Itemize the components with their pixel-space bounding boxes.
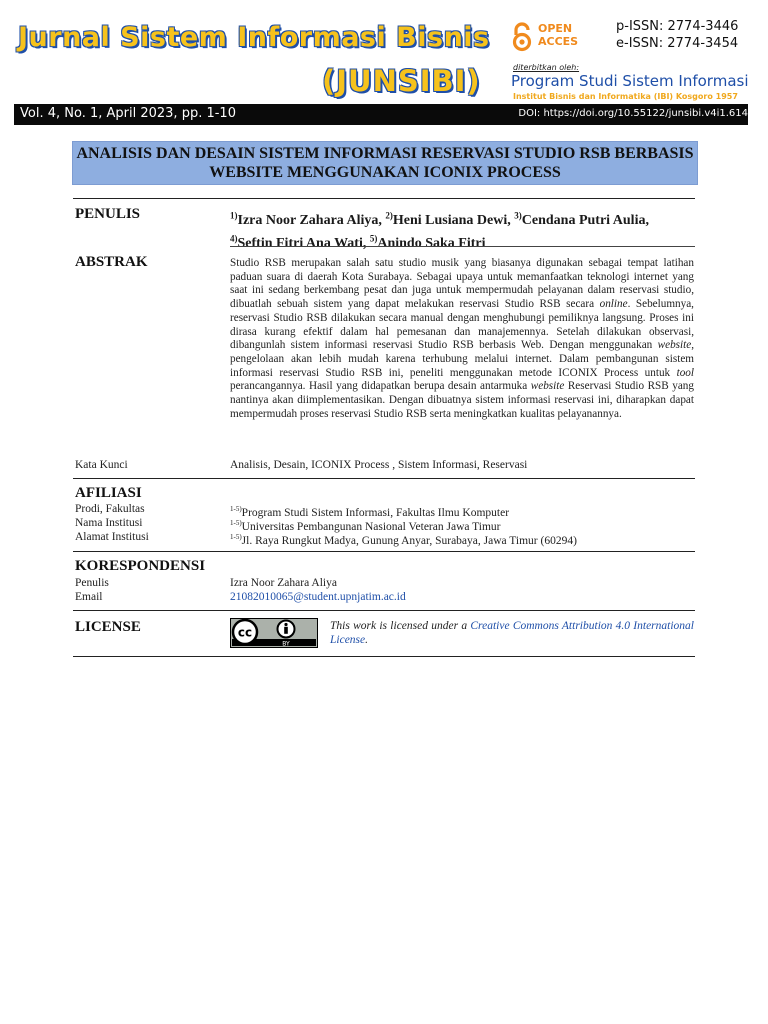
license-heading: LICENSE xyxy=(75,619,141,635)
penulis-heading: PENULIS xyxy=(75,206,141,222)
cc-by-badge[interactable] xyxy=(230,618,318,648)
article-title: ANALISIS DAN DESAIN SISTEM INFORMASI RESERVASI STUDIO RSB BERBASIS WEBSITE MENGGUNAKAN ICONIX PROCESS xyxy=(76,145,694,181)
affiliation-value: $^{1-5)}$Universitas Pembangunan Nasional Veteran Jawa Timur xyxy=(230,519,501,533)
affiliation-value: $^{1-5)}$Jl. Raya Rungkut Madya, Gunung Anyar, Surabaya, Jawa Timur (60294) xyxy=(230,533,577,547)
correspondence-label: Penulis xyxy=(75,577,109,589)
issn-block xyxy=(616,18,738,52)
email-link[interactable]: 21082010065@student.upnjatim.ac.id xyxy=(230,591,406,603)
cc-icon: cc xyxy=(237,625,253,640)
open-access-line2: ACCES xyxy=(538,35,579,48)
published-by-label: diterbitkan oleh: xyxy=(513,63,580,72)
affiliation-value: $^{1-5)}$Program Studi Sistem Informasi, Fakultas Ilmu Komputer xyxy=(230,505,510,519)
abstract-text: Studio RSB merupakan salah satu studio musik yang biasanya digunakan sebagai tempat latihan paduan suara di daerah Kota Surabaya. Sebagai upaya untuk memanfaatkan teknologi internet yang saat ini sedang berkembang pesat dan juga untuk mempermudah pelayanan dalam reservasi studio, dibuatlah sebuah sistem yang dapat melakukan reservasi Studio RSB secara online. Sebelumnya, reservasi Studio RSB dilakukan secara manual dengan menghubungi pemiliknya langsung. Proses ini dirasa kurang efektif dalam hal pemesanan dan manajemennya. Setelah dilakukan observasi, dibangunlah sistem informasi reservasi Studio RSB berbasis Web. Dengan menggunakan website, pengelolaan akan lebih mudah karena terhubung melalui internet. Dalam pembangunan sistem informasi reservasi Studio RSB ini, peneliti menggunakan metode ICONIX Process untuk tool perancangannya. Hasil yang didapatkan berupa desain antarmuka website Reservasi Studio RSB yang nantinya akan diimplementasikan. Dengan dibuatnya sistem informasi reservasi ini, diharapkan dapat mempermudah proses reservasi Studio RSB serta meningkatkan kualitas pelayanannya. xyxy=(230,257,694,420)
author: $^{3)}$Cendana Putri Aulia, xyxy=(514,210,649,228)
doi-link[interactable]: DOI: https://doi.org/10.55122/junsibi.v4i1.614 xyxy=(518,108,748,119)
publisher-institution: Institut Bisnis dan Informatika (IBI) Kosgoro 1957 xyxy=(513,92,738,101)
divider xyxy=(73,610,695,611)
e-issn: e-ISSN: 2774-3454 xyxy=(616,36,739,51)
license-link[interactable]: Creative Commons Attribution 4.0 International License xyxy=(330,620,694,646)
author: $^{4)}$Seftin Fitri Ana Wati, xyxy=(230,233,367,252)
by-label: BY xyxy=(282,640,290,648)
divider xyxy=(230,246,695,247)
divider xyxy=(73,551,695,552)
abstrak-heading: ABSTRAK xyxy=(75,254,148,270)
correspondence-label: Email xyxy=(75,591,103,603)
divider xyxy=(73,656,695,657)
author: $^{2)}$Heni Lusiana Dewi, xyxy=(385,210,511,228)
article-title-box xyxy=(72,141,698,185)
publisher-name: Program Studi Sistem Informasi xyxy=(511,72,749,90)
affiliation-label: Alamat Institusi xyxy=(75,531,149,543)
author: $^{1)}$Izra Noor Zahara Aliya, xyxy=(230,210,382,228)
open-access-label xyxy=(538,22,578,48)
license-text: This work is licensed under a Creative Commons Attribution 4.0 International License. xyxy=(330,620,694,646)
correspondence-author: Izra Noor Zahara Aliya xyxy=(230,577,337,589)
p-issn: p-ISSN: 2774-3446 xyxy=(616,19,739,34)
divider xyxy=(73,198,695,199)
korespondensi-heading: KORESPONDENSI xyxy=(75,558,206,574)
author: $^{5)}$Anindo Saka Fitri xyxy=(369,233,486,252)
afiliasi-heading: AFILIASI xyxy=(75,485,142,501)
journal-name: Jurnal Sistem Informasi Bisnis xyxy=(18,22,490,53)
open-access-icon xyxy=(510,22,534,52)
open-access-line1: OPEN xyxy=(538,22,573,35)
divider xyxy=(73,478,695,479)
affiliation-label: Prodi, Fakultas xyxy=(75,503,145,515)
volume-info: Vol. 4, No. 1, April 2023, pp. 1-10 xyxy=(20,106,236,121)
journal-abbrev: (JUNSIBI) xyxy=(322,64,481,98)
keywords-value: Analisis, Desain, ICONIX Process , Sistem Informasi, Reservasi xyxy=(230,459,528,471)
keywords-label: Kata Kunci xyxy=(75,459,128,471)
affiliation-label: Nama Institusi xyxy=(75,517,143,529)
